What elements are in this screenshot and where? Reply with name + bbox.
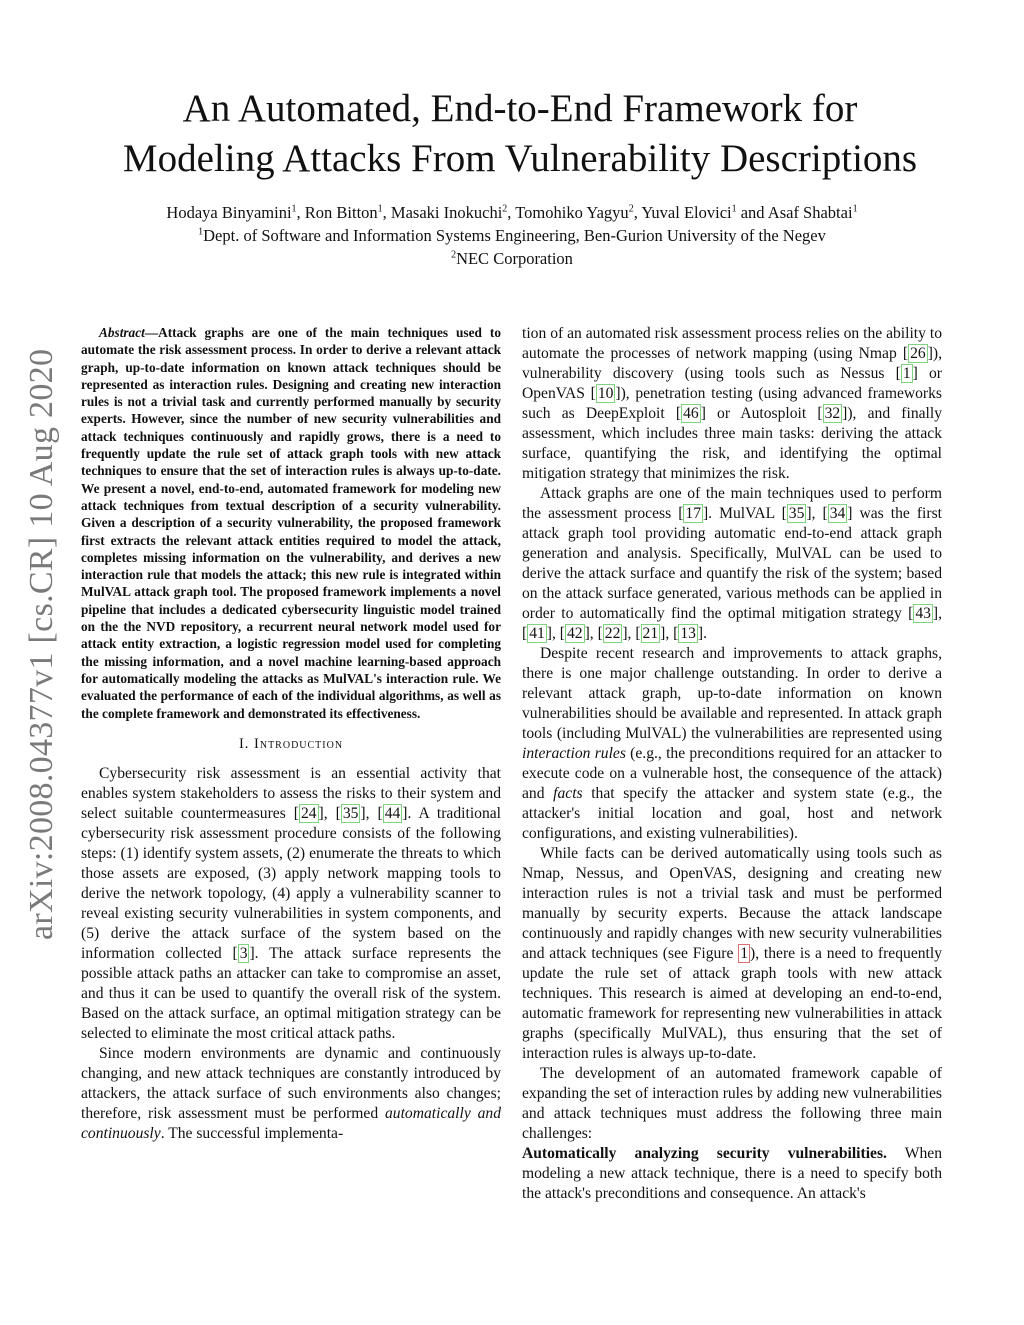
text-run: ]), and finally assessment, which includes three main tasks: deriving the attack surface, quantifying the risk, and identifying the optimal mitigation strategy that minimizes the risk. (522, 405, 942, 482)
intro-paragraph-2 (81, 1044, 501, 1144)
author-affiliation-mark: 2 (502, 203, 508, 215)
text-run: ], [ (522, 605, 942, 642)
text-run: ], [ (660, 625, 679, 642)
emphasis-text: automatically and continuously (81, 1104, 501, 1142)
author-affiliation-mark: 1 (731, 203, 737, 215)
title-line-1: An Automated, End-to-End Framework for (182, 87, 858, 130)
affiliation-2 (60, 247, 964, 270)
intro-paragraph-4 (522, 484, 942, 644)
author-separator: and (736, 203, 768, 222)
citation-link[interactable]: 32 (824, 405, 841, 422)
author-name: Tomohiko Yagyu (515, 203, 629, 222)
text-run: ]. A traditional cybersecurity risk assessment procedure consists of the following steps: (1) identify system assets, (2) enumerate the threats to which those assets are exposed, (3) apply network mapping tools to derive the network topology, (4) apply a vulnerability scanner to reveal existing security vulnerabilities in system components, and (5) derive the attack surface of the system based on the information collected [ (81, 804, 501, 962)
challenge-paragraph (522, 1144, 942, 1204)
citation-link[interactable]: 17 (685, 505, 701, 522)
author-block (60, 201, 964, 270)
text-run: ], [ (584, 625, 603, 642)
text-run: ], [ (806, 505, 828, 522)
figure-reference-link[interactable]: 1 (740, 945, 749, 962)
author-name: Ron Bitton (304, 203, 378, 222)
text-run: Since modern environments are dynamic and continuously changing, and new attack techniques are constantly introduced by attackers, the attack surface of such environments also changes; therefore, risk assessment must be performed (81, 1044, 501, 1122)
text-run: ]. MulVAL [ (702, 505, 787, 522)
author-separator: , (296, 203, 305, 222)
citation-link[interactable]: 35 (788, 505, 805, 522)
author-name: Yuval Elovici (641, 203, 732, 222)
emphasis-text: interaction rules (522, 745, 626, 762)
text-run: . The successful implementa- (160, 1124, 344, 1142)
author-list (60, 201, 964, 224)
citation-link[interactable]: 26 (910, 345, 926, 362)
author-separator: , (507, 203, 516, 222)
author-affiliation-mark: 1 (291, 203, 297, 215)
author-affiliation-mark: 1 (852, 203, 858, 215)
abstract-label: Abstract (99, 325, 145, 340)
author-name: Hodaya Binyamini (166, 203, 292, 222)
text-run: Attack graphs are one of the main techniques used to perform the assessment process [ (522, 485, 942, 522)
arxiv-identifier: arXiv:2008.04377v1 [cs.CR] 10 Aug 2020 (23, 348, 60, 940)
author-name: Asaf Shabtai (767, 203, 853, 222)
text-run: ]), penetration testing (using advanced frameworks such as DeepExploit [ (522, 385, 942, 422)
text-run: ]), vulnerability discovery (using tools such as Nessus [ (522, 345, 942, 382)
intro-paragraph-1 (81, 764, 501, 1044)
text-run: (e.g., the preconditions required for an attacker to execute code on a vulnerable host, the consequence of the attack) and (522, 745, 942, 802)
affiliation-text: Dept. of Software and Information Systems Engineering, Ben-Gurion University of the Negev (203, 226, 826, 245)
intro-paragraph-6 (522, 844, 942, 1064)
text-run: ] or OpenVAS [ (522, 365, 942, 402)
text-run: ]. The attack surface represents the possible attack paths an attacker can take to compromise an asset, and thus it can be used to quantify the overall risk of the system. Based on the attack surface, an optimal mitigation strategy can be selected to eliminate the most critical attack paths. (81, 944, 501, 1042)
citation-link[interactable]: 13 (680, 625, 696, 642)
text-run: While facts can be derived automatically using tools such as Nmap, Nessus, and OpenVAS, designing and creating new interaction rules is not a trivial task and must be performed manually by security experts. Because the attack landscape continuously and rapidly changes with new security vulnerabilities and attack techniques (see Figure (522, 845, 942, 962)
text-run: ]. (697, 625, 708, 642)
right-column (522, 324, 942, 1204)
text-run: that specify the attacker and system state (e.g., the attacker's initial location and goal, host and network configurations, and existing vulnerabilities). (522, 785, 942, 842)
author-affiliation-mark: 2 (628, 203, 634, 215)
author-name: Masaki Inokuchi (390, 203, 503, 222)
citation-link[interactable]: 10 (597, 385, 614, 402)
text-run: ], [ (622, 625, 641, 642)
text-run: ] or Autosploit [ (700, 405, 823, 422)
citation-link[interactable]: 35 (342, 804, 359, 822)
abstract (81, 324, 501, 722)
text-run: tion of an automated risk assessment process relies on the ability to automate the processes of network mapping (using Nmap [ (522, 325, 942, 362)
affiliation-1 (60, 224, 964, 247)
text-run: When modeling a new attack technique, there is a need to specify both the attack's preconditions and consequence. An attack's (522, 1145, 942, 1202)
text-run: ], [ (318, 804, 341, 822)
text-run: ], [ (360, 804, 383, 822)
citation-link[interactable]: 43 (915, 605, 931, 622)
text-run: Cybersecurity risk assessment is an essential activity that enables system stakeholders to assess the risks to their system and select suitable countermeasures [ (81, 764, 501, 822)
affiliation-mark: 1 (198, 226, 204, 238)
author-affiliation-mark: 1 (377, 203, 383, 215)
challenge-heading: Automatically analyzing security vulnerabilities. (522, 1145, 887, 1162)
section-heading-introduction: I. Introduction (238, 735, 344, 752)
affiliation-text: NEC Corporation (456, 249, 573, 268)
citation-link[interactable]: 24 (300, 804, 317, 822)
intro-paragraph-5 (522, 644, 942, 844)
citation-link[interactable]: 21 (642, 625, 659, 642)
affiliation-mark: 2 (451, 249, 457, 261)
citation-link[interactable]: 44 (384, 804, 401, 822)
text-run: ], [ (546, 625, 565, 642)
left-column (81, 324, 501, 1144)
abstract-text: —Attack graphs are one of the main techniques used to automate the risk assessment process. In order to derive a relevant attack graph, up-to-date information on known attack techniques should be represented as interaction rules. Designing and creating new interaction rules is not a trivial task and currently performed manually by security experts. However, since the number of new security vulnerabilities and attack techniques continuously and rapidly grows, there is a need to frequently update the rule set of attack graph tools with new attack techniques to ensure that the set of interaction rules is always up-to-date. We present a novel, end-to-end, automated framework for modeling new attack techniques from textual description of a security vulnerability. Given a description of a security vulnerability, the proposed framework first extracts the relevant attack entities required to model the attack, completes missing information on the vulnerability, and derives a new interaction rule that models the attack; this new rule is integrated within MulVAL attack graph tool. The proposed framework implements a novel pipeline that includes a dedicated cybersecurity linguistic model trained on the the NVD repository, a recurrent neural network model used for attack entity extraction, a logistic regression model used for completing the missing information, and a novel machine learning-based approach for automatically modeling the attacks as MulVAL's interaction rule. We evaluated the performance of each of the individual algorithms, as well as the complete framework and demonstrated its effectiveness. (81, 325, 501, 721)
citation-link[interactable]: 3 (239, 944, 248, 962)
text-run: ] was the first attack graph tool providing automatic end-to-end attack graph generation and analysis. Specifically, MulVAL can be used to derive the attack surface and quantify the risk of the system; based on the attack surface generated, various methods can be applied in order to automatically find the optimal mitigation strategy [ (522, 505, 942, 622)
citation-link[interactable]: 22 (604, 625, 621, 642)
intro-paragraph-3 (522, 324, 942, 484)
text-run: Despite recent research and improvements to attack graphs, there is one major challenge outstanding. In order to derive a relevant attack graph, up-to-date information on known vulnerabilities should be available and represented. In attack graph tools (including MulVAL) the vulnerabilities are represented using (522, 645, 942, 742)
title-line-2: Modeling Attacks From Vulnerability Descriptions (122, 137, 918, 180)
citation-link[interactable]: 41 (529, 625, 545, 642)
citation-link[interactable]: 46 (683, 405, 699, 422)
author-separator: , (633, 203, 642, 222)
citation-link[interactable]: 1 (902, 365, 911, 382)
intro-paragraph-7: The development of an automated framework capable of expanding the set of interaction rules by adding new vulnerabilities and attack techniques must address the following three main challenges: (522, 1065, 942, 1142)
text-run: ), there is a need to frequently update the rule set of attack graph tools with new attack techniques. This research is aimed at developing an end-to-end, automatic framework for representing new vulnerabilities in attack graphs (specifically MulVAL), thus ensuring that the set of interaction rules is always up-to-date. (522, 945, 942, 1062)
emphasis-text: facts (553, 785, 583, 802)
citation-link[interactable]: 34 (829, 505, 846, 522)
paper-title (60, 84, 980, 184)
author-separator: , (382, 203, 391, 222)
citation-link[interactable]: 42 (566, 625, 583, 642)
